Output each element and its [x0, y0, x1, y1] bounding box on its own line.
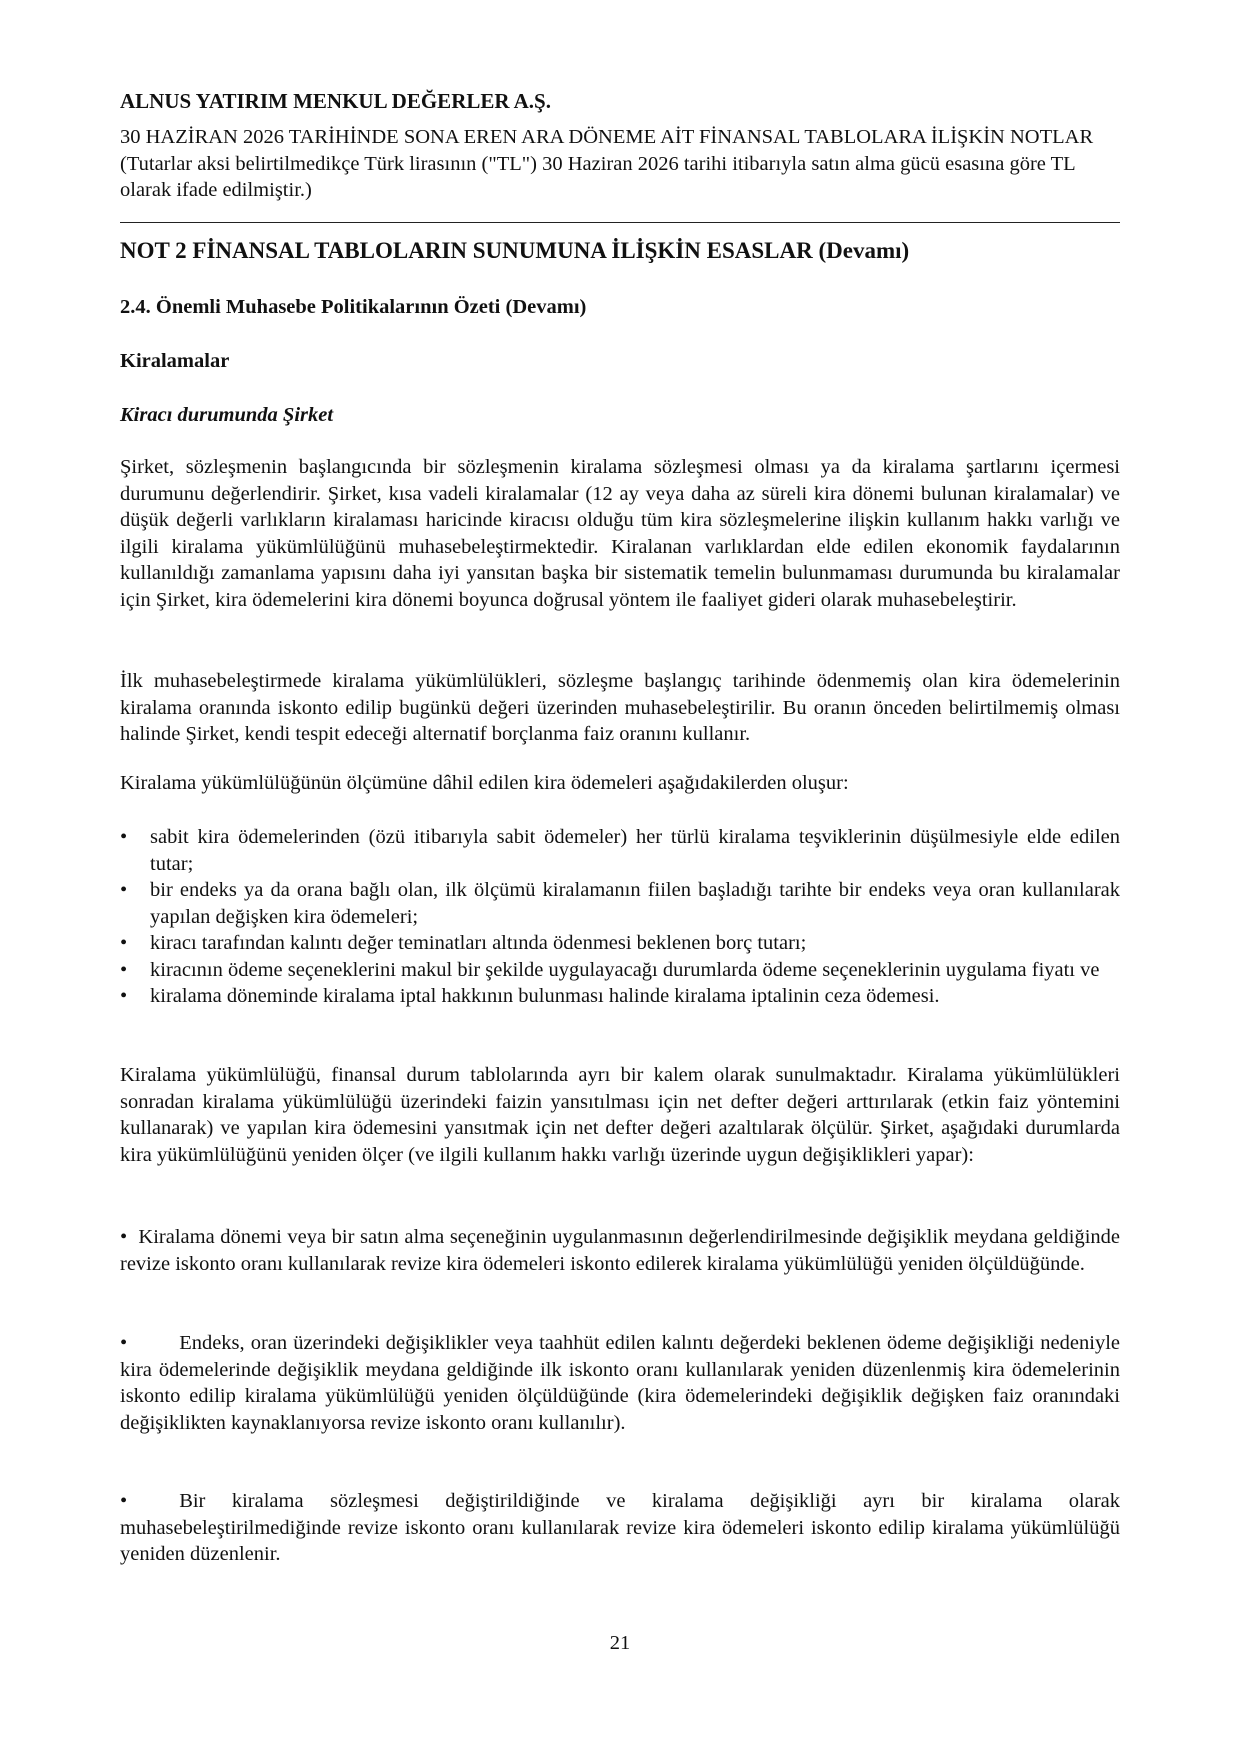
page-number: 21: [609, 1632, 631, 1654]
paragraph-text: Şirket, sözleşmenin başlangıcında bir sözleşmenin kiralama sözleşmesi olması ya da kiralama şartlarını içermesi durumunu değerlendirir. Şirket, kısa vadeli kiralamalar (12 ay veya daha az süreli kira dönemi bulunan kiralamalar) ve düşük değerli varlıkların kiralaması haricinde kiracısı olduğu tüm kira sözleşmelerine ilişkin kullanım hakkı varlığı ve ilgili kiralama yükümlülüğünü muhasebeleştirmektedir. Kiralanan varlıklardan elde edilen ekonomik faydalarının kullanıldığı zamanlama yapısını daha iyi yansıtan başka bir sistematik temelin bulunmaması durumunda bu kiralamalar için Şirket, kira ödemelerini kira dönemi boyunca doğrusal yöntem ile faaliyet gideri olarak muhasebeleştirir.: [120, 456, 1120, 611]
list-item-text: Bir kiralama sözleşmesi değiştirildiğinde ve kiralama değişikliği ayrı bir kiralama olarak muhasebeleştirilmediğinde revize iskonto oranı kullanılarak revize kira ödemeleri iskonto edilip kiralama yükümlülüğü yeniden düzenlenir.: [120, 1490, 1120, 1565]
list-item: [120, 930, 1120, 957]
list-item: [120, 877, 1120, 930]
list-item-text: kiracı tarafından kalıntı değer teminatları altında ödenmesi beklenen borç tutarı;: [150, 932, 807, 954]
remeasure-item-3: [120, 1488, 1120, 1568]
list-item-text: Endeks, oran üzerindeki değişiklikler veya taahhüt edilen kalıntı değerdeki beklenen ödeme değişikliği nedeniyle kira ödemelerinde değişiklik meydana geldiğinde ilk iskonto oranı kullanılarak yeniden düzenlenmiş kira ödemelerinin iskonto edilip kiralama yükümlülüğü yeniden ölçüldüğünde (kira ödemelerindeki değişiklik değişken faiz oranındaki değişiklikten kaynaklanıyorsa revize iskonto oranı kullanılır).: [120, 1332, 1120, 1434]
paragraph-text: Kiralama yükümlülüğünün ölçümüne dâhil edilen kira ödemeleri aşağıdakilerden oluşur:: [120, 772, 849, 794]
paragraph-text: İlk muhasebeleştirmede kiralama yükümlülükleri, sözleşme başlangıç tarihinde ödenmemiş olan kira ödemelerinin kiralama oranında iskonto edilip bugünkü değeri üzerinden muhasebeleştirilir. Bu oranın önceden belirtilmemiş olması halinde Şirket, kendi tespit edeceği alternatif borçlanma faiz oranını kullanır.: [120, 670, 1120, 745]
payment-bullet-list: [120, 824, 1120, 1010]
subsection-title: Kiralamalar: [120, 350, 230, 372]
header-block: [120, 124, 1120, 204]
list-item: [120, 1330, 1120, 1436]
header-currency-note: (Tutarlar aksi belirtilmedikçe Türk lirasının ("TL") 30 Haziran 2026 tarihi itibarıyla satın alma gücü esasına göre TL olarak ifade edilmiştir.): [120, 152, 1075, 201]
bullet-icon: •: [120, 1490, 128, 1512]
remeasure-item-2: [120, 1330, 1120, 1436]
header-divider: [120, 222, 1120, 223]
subsubsection-title: Kiracı durumunda Şirket: [120, 404, 334, 426]
list-item-text: sabit kira ödemelerinden (özü itibarıyla sabit ödemeler) her türlü kiralama teşviklerinin düşülmesiyle elde edilen tutar;: [150, 826, 1120, 875]
header-title-line: 30 HAZİRAN 2026 TARİHİNDE SONA EREN ARA DÖNEME AİT FİNANSAL TABLOLARA İLİŞKİN NOTLAR: [120, 126, 1094, 148]
list-item-text: kiracının ödeme seçeneklerini makul bir şekilde uygulayacağı durumlarda ödeme seçeneklerinin uygulama fiyatı ve: [150, 958, 1100, 981]
list-item: [120, 983, 1120, 1010]
remeasure-item-1: [120, 1224, 1120, 1277]
list-item: [120, 824, 1120, 877]
note-title: NOT 2 FİNANSAL TABLOLARIN SUNUMUNA İLİŞKİN ESASLAR (Devamı): [120, 238, 910, 263]
section-title: 2.4. Önemli Muhasebe Politikalarının Özeti (Devamı): [120, 296, 587, 318]
bullet-icon: •: [120, 958, 128, 981]
bullet-icon: •: [120, 1226, 128, 1248]
list-item-text: Kiralama dönemi veya bir satın alma seçeneğinin uygulanmasının değerlendirilmesinde değişiklik meydana geldiğinde revize iskonto oranı kullanılarak revize kira ödemeleri iskonto edilerek kiralama yükümlülüğü yeniden ölçüldüğünde.: [120, 1226, 1121, 1275]
bullet-icon: •: [120, 879, 128, 901]
list-item: [120, 1224, 1120, 1277]
list-item-text: bir endeks ya da orana bağlı olan, ilk ölçümü kiralamanın fiilen başladığı tarihte bir endeks veya oran kullanılarak yapılan değişken kira ödemeleri;: [150, 879, 1120, 928]
paragraph-2: [120, 668, 1120, 748]
bullet-icon: •: [120, 1332, 128, 1354]
paragraph-text: Kiralama yükümlülüğü, finansal durum tablolarında ayrı bir kalem olarak sunulmaktadır. Kiralama yükümlülükleri sonradan kiralama yükümlülüğü üzerindeki faizin yansıtılması için net defter değeri arttırılarak (etkin faiz yöntemini kullanarak) ve yapılan kira ödemesini yansıtmak için net defter değeri azaltılarak ölçülür. Şirket, aşağıdaki durumlarda kira yükümlülüğünü yeniden ölçer (ve ilgili kullanım hakkı varlığı üzerinde uygun değişiklikleri yapar):: [120, 1064, 1120, 1166]
list-item: [120, 1488, 1120, 1568]
company-name: ALNUS YATIRIM MENKUL DEĞERLER A.Ş.: [120, 89, 551, 113]
list-item: [120, 957, 1120, 984]
bullet-icon: •: [120, 932, 128, 954]
bullet-icon: •: [120, 826, 128, 848]
list-item-text: kiralama döneminde kiralama iptal hakkının bulunması halinde kiralama iptalinin ceza ödemesi.: [150, 985, 940, 1007]
bullet-icon: •: [120, 985, 128, 1007]
paragraph-4: [120, 1062, 1120, 1168]
paragraph-3: [120, 770, 1120, 797]
paragraph-1: [120, 454, 1120, 613]
